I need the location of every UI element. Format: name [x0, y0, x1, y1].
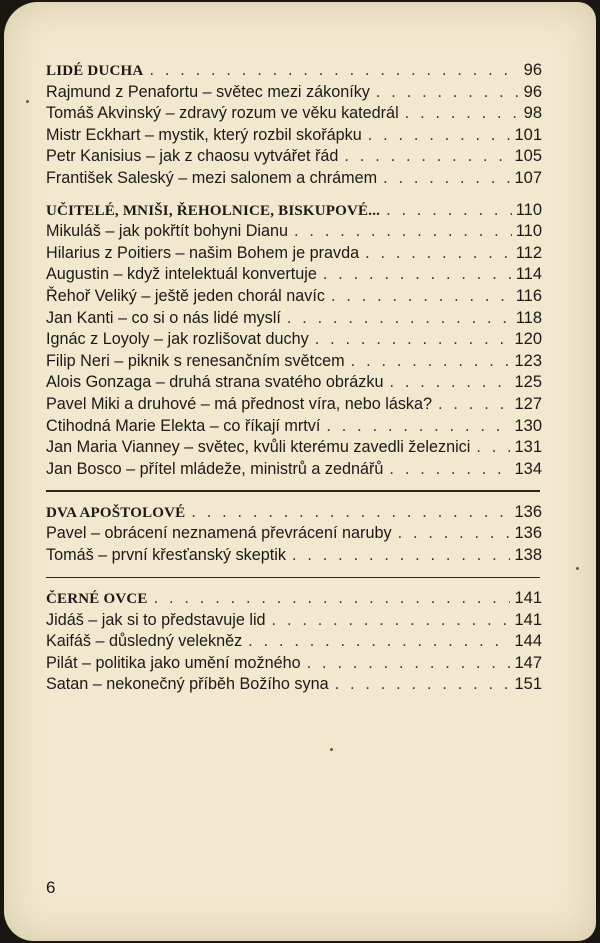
toc-entry — [46, 221, 542, 243]
entry-title: Hilarius z Poitiers – našim Bohem je pravda — [46, 243, 360, 262]
entry-title: Augustin – když intelektuál konvertuje — [46, 265, 317, 284]
dot-leader — [351, 351, 511, 373]
entry-title: Petr Kanisius – jak z chaosu vytvářet řád — [46, 147, 339, 166]
entry-page: 101 — [514, 125, 542, 144]
heading-title: LIDÉ DUCHA — [46, 63, 144, 79]
dot-leader — [405, 103, 520, 125]
toc-entry — [46, 146, 542, 168]
entry-title: Jan Kanti – co si o nás lidé myslí — [46, 308, 281, 327]
entry-page: 116 — [515, 286, 542, 305]
entry-title: Kaifáš – důsledný velekněz — [46, 632, 243, 651]
dot-leader — [376, 82, 520, 104]
entry-page: 112 — [515, 243, 542, 262]
entry-page: 134 — [514, 459, 542, 478]
toc-entry — [46, 168, 542, 190]
toc-section — [46, 502, 542, 567]
dot-leader — [292, 545, 510, 567]
entry-title: Mikuláš – jak pokřtít bohyni Dianu — [46, 222, 289, 241]
toc-entry — [46, 286, 542, 308]
section-heading — [46, 200, 542, 222]
entry-title: Jan Maria Vianney – světec, kvůli kterému zavedli železnici — [46, 438, 471, 457]
dot-leader — [248, 631, 510, 653]
toc-entry — [46, 329, 542, 351]
toc-entry — [46, 351, 542, 373]
page-number: 6 — [46, 878, 56, 897]
entry-page: 98 — [523, 104, 542, 123]
toc-entry — [46, 372, 542, 394]
dot-leader — [389, 459, 510, 481]
entry-page: 147 — [514, 653, 542, 672]
book-page — [4, 2, 596, 941]
section-heading — [46, 502, 542, 524]
section-heading — [46, 588, 542, 610]
dot-leader — [307, 653, 511, 675]
entry-page: 130 — [514, 416, 542, 435]
table-of-contents — [46, 60, 542, 706]
toc-entry — [46, 243, 542, 265]
dot-leader — [323, 264, 512, 286]
entry-title: Řehoř Veliký – ještě jeden chorál navíc — [46, 286, 325, 305]
toc-entry — [46, 125, 542, 147]
paper-speck — [576, 567, 579, 570]
dot-leader — [476, 437, 510, 459]
entry-page: 105 — [514, 147, 542, 166]
heading-title: ČERNÉ OVCE — [46, 591, 148, 608]
entry-page: 118 — [515, 308, 542, 327]
toc-entry — [46, 610, 542, 632]
toc-entry — [46, 674, 542, 696]
entry-page: 151 — [514, 675, 542, 694]
toc-entry — [46, 437, 542, 459]
entry-title: Mistr Eckhart – mystik, který rozbil skořápku — [46, 125, 362, 144]
entry-page: 136 — [514, 524, 542, 543]
dot-leader — [335, 674, 511, 696]
paper-speck — [330, 748, 333, 751]
toc-entry — [46, 416, 542, 438]
heading-page: 141 — [514, 589, 542, 608]
toc-entry — [46, 394, 542, 416]
entry-title: Tomáš – první křesťanský skeptik — [46, 545, 286, 564]
entry-title: Ignác z Loyoly – jak rozlišovat duchy — [46, 330, 309, 349]
dot-leader — [287, 308, 512, 330]
entry-page: 127 — [514, 394, 542, 413]
dot-leader — [315, 329, 511, 351]
entry-title: Jidáš – jak si to představuje lid — [46, 610, 266, 629]
heading-title: UČITELÉ, MNIŠI, ŘEHOLNICE, BISKUPOVÉ... — [46, 202, 381, 219]
entry-title: Pavel Miki a druhové – má přednost víra, nebo láska? — [46, 394, 433, 413]
entry-page: 125 — [514, 373, 542, 392]
toc-entry — [46, 459, 542, 481]
toc-section — [46, 60, 542, 190]
toc-entry — [46, 523, 542, 545]
dot-leader — [272, 610, 511, 632]
toc-section — [46, 200, 542, 481]
heading-page: 136 — [514, 502, 542, 521]
dot-leader — [438, 394, 510, 416]
section-divider — [46, 577, 540, 579]
entry-page: 96 — [523, 82, 542, 101]
toc-entry — [46, 264, 542, 286]
entry-title: Ctihodná Marie Elekta – co říkají mrtví — [46, 416, 321, 435]
entry-page: 141 — [514, 610, 542, 629]
entry-title: Tomáš Akvinský – zdravý rozum ve věku katedrál — [46, 104, 399, 123]
section-divider — [46, 490, 540, 492]
dot-leader — [294, 221, 512, 243]
section-heading — [46, 60, 542, 82]
entry-page: 131 — [514, 438, 542, 457]
dot-leader — [386, 200, 512, 222]
paper-speck — [26, 100, 29, 103]
entry-title: Satan – nekonečný příběh Božího syna — [46, 675, 329, 694]
dot-leader — [344, 146, 510, 168]
entry-title: Pavel – obrácení neznamená převrácení naruby — [46, 524, 392, 543]
dot-leader — [326, 416, 510, 438]
toc-entry — [46, 545, 542, 567]
dot-leader — [383, 168, 510, 190]
toc-entry — [46, 82, 542, 104]
entry-page: 120 — [514, 330, 542, 349]
heading-page: 96 — [523, 61, 542, 79]
entry-page: 114 — [515, 265, 542, 284]
dot-leader — [154, 588, 511, 610]
entry-title: Alois Gonzaga – druhá strana svatého obrázku — [46, 373, 384, 392]
toc-section — [46, 588, 542, 696]
entry-title: Jan Bosco – přítel mládeže, ministrů a zednářů — [46, 459, 384, 478]
entry-page: 123 — [514, 351, 542, 370]
dot-leader — [191, 502, 510, 524]
entry-page: 107 — [514, 168, 542, 187]
entry-page: 110 — [515, 222, 542, 241]
entry-title: František Saleský – mezi salonem a chrámem — [46, 168, 378, 187]
entry-page: 144 — [514, 632, 542, 651]
dot-leader — [368, 125, 511, 147]
toc-entry — [46, 653, 542, 675]
dot-leader — [331, 286, 512, 308]
toc-entry — [46, 631, 542, 653]
heading-title: DVA APOŠTOLOVÉ — [46, 504, 186, 521]
entry-title: Filip Neri – piknik s renesančním světcem — [46, 351, 345, 370]
entry-page: 138 — [514, 545, 542, 564]
heading-page: 110 — [515, 200, 542, 219]
dot-leader — [398, 523, 511, 545]
entry-title: Pilát – politika jako umění možného — [46, 653, 301, 672]
entry-title: Rajmund z Penafortu – světec mezi zákoníky — [46, 82, 370, 101]
dot-leader — [149, 60, 519, 82]
toc-entry — [46, 103, 542, 125]
dot-leader — [365, 243, 512, 265]
dot-leader — [389, 372, 510, 394]
toc-entry — [46, 308, 542, 330]
